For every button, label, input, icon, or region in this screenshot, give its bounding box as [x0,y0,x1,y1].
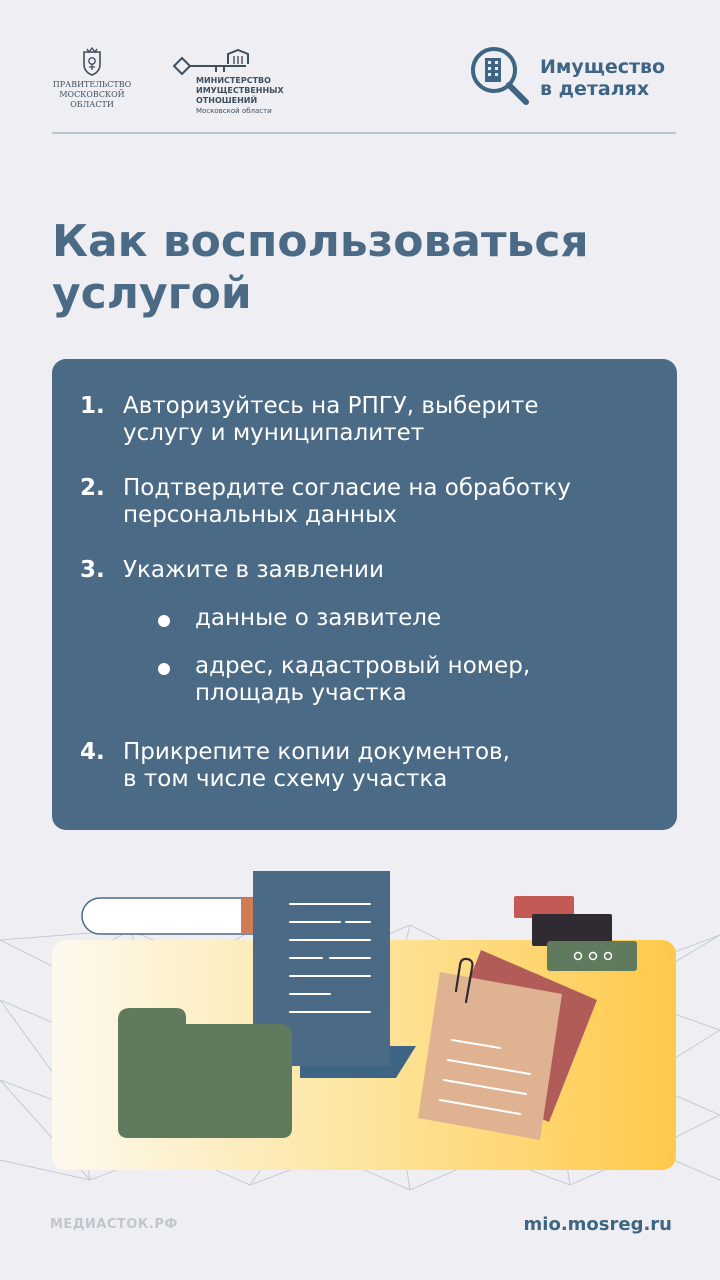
step-number: 3. [80,557,105,583]
bullet-text: площадь участка [195,680,407,706]
ministry-logo [172,46,332,126]
step-text: в том числе схему участка [123,766,448,792]
ministry-line: ИМУЩЕСТВЕННЫХ [196,86,284,95]
step-text: Укажите в заявлении [123,557,384,583]
magnifier-building-icon [468,44,534,108]
brand-line: в деталях [540,78,650,100]
step-text: Авторизуйтесь на РПГУ, выберите [123,393,539,419]
step-text: услугу и муниципалитет [123,420,425,446]
bullet-text: адрес, кадастровый номер, [195,653,531,679]
folder-icon [118,1008,292,1138]
bullet-dot-icon [158,615,170,627]
header [52,36,676,134]
government-logo [52,46,132,110]
gov-logo-line: МОСКОВСКОЙ [59,90,125,99]
illustration-svg [0,860,720,1190]
step-text: персональных данных [123,502,397,528]
title-line: услугой [52,268,252,319]
step-text: Прикрепите копии документов, [123,739,510,765]
coat-of-arms-icon [81,46,103,76]
brand-logo [468,44,676,114]
ministry-line: ОТНОШЕНИЙ [196,96,258,105]
key-building-icon [172,46,282,80]
step-number: 4. [80,739,105,765]
ministry-subtitle: Московской области [196,107,272,115]
gov-logo-line: ОБЛАСТИ [70,100,114,109]
step-number: 1. [80,393,105,419]
more-dots-icon [547,941,637,971]
step-number: 2. [80,475,105,501]
brand-line: Имущество [540,56,666,78]
page-title [52,216,672,320]
bullet-text: данные о заявителе [195,605,442,631]
title-line: Как воспользоваться [52,216,589,267]
step-text: Подтвердите согласие на обработку [123,475,571,501]
footer-link[interactable]: mio.mosreg.ru [523,1214,672,1235]
footer-source: МЕДИАСТОК.РФ [50,1217,178,1232]
documents-illustration [0,860,720,1190]
bullet-dot-icon [158,663,170,675]
steps-card [52,359,677,830]
gov-logo-line: ПРАВИТЕЛЬСТВО [52,80,132,89]
ministry-line: МИНИСТЕРСТВО [196,76,271,85]
